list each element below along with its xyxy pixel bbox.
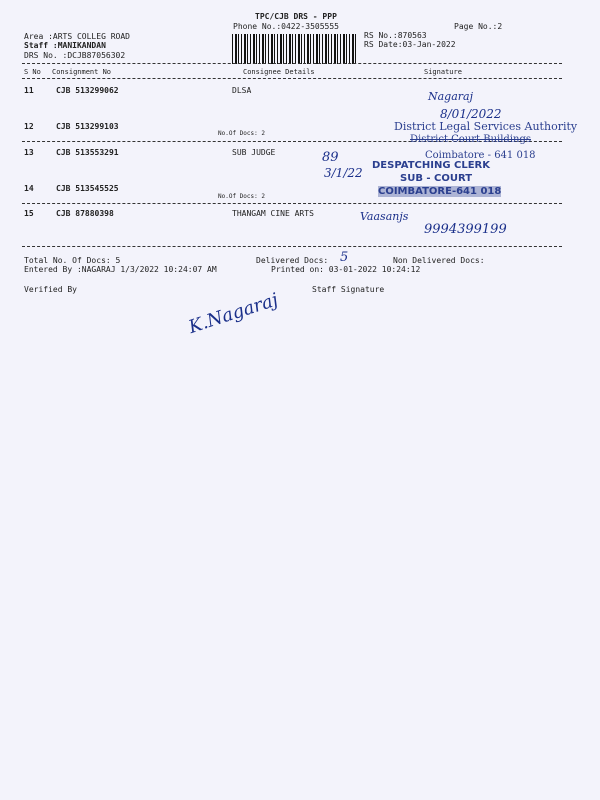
staff-label: Staff :MANIKANDAN: [24, 41, 106, 50]
printed-on: Printed on: 03-01-2022 10:24:12: [271, 265, 421, 274]
row-consignment: CJB 513299103: [56, 122, 119, 131]
entered-by: Entered By :NAGARAJ 1/3/2022 10:24:07 AM: [24, 265, 217, 274]
col-header-signature: Signature: [424, 68, 462, 76]
recipient-signature: Vaasanjs: [360, 210, 409, 223]
row-consignment: CJB 513299062: [56, 86, 119, 95]
staff-signature-label: Staff Signature: [312, 285, 385, 294]
row-consignment: CJB 513553291: [56, 148, 119, 157]
delivered-docs: Delivered Docs:: [256, 256, 329, 265]
area-label: Area :ARTS COLLEG ROAD: [24, 32, 130, 41]
row-sno: 15: [24, 209, 34, 218]
rs-date: RS Date:03-Jan-2022: [364, 40, 456, 49]
recipient-phone: 9994399199: [424, 222, 507, 237]
row-sno: 12: [24, 122, 34, 131]
col-header-sno: S No: [24, 68, 41, 76]
sub-court-stamp-line2: SUB - COURT: [400, 173, 473, 184]
divider: [22, 63, 562, 64]
page-number: Page No.:2: [454, 22, 503, 31]
row-consignment: CJB 87880398: [56, 209, 114, 218]
dlsa-stamp-line1: District Legal Services Authority: [394, 120, 578, 133]
row-consignee: SUB JUDGE: [232, 148, 276, 157]
delivered-count: 5: [340, 250, 349, 265]
dlsa-stamp-line2: District Court Buildings: [410, 134, 531, 145]
drs-number: DRS No. :DCJB87056302: [24, 51, 126, 60]
divider: [22, 78, 562, 79]
row-consignee: DLSA: [232, 86, 252, 95]
phone-number: Phone No.:0422-3505555: [233, 22, 339, 31]
verified-signature: K.Nagaraj: [186, 289, 281, 338]
dlsa-stamp-line3: Coimbatore - 641 018: [425, 150, 536, 161]
rs-number: RS No.:870563: [364, 31, 427, 40]
row-docs-count: No.Of Docs: 2: [218, 193, 265, 200]
dlsa-signature: Nagaraj: [428, 90, 474, 103]
barcode: [232, 34, 356, 64]
sub-judge-number: 89: [322, 150, 339, 165]
dlsa-date: 8/01/2022: [440, 107, 502, 121]
sub-court-stamp-line3: COIMBATORE-641 018: [378, 186, 502, 197]
divider: [22, 203, 562, 204]
row-consignment: CJB 513545525: [56, 184, 119, 193]
verified-by-label: Verified By: [24, 285, 77, 294]
document-title: TPC/CJB DRS - PPP: [255, 12, 337, 21]
row-sno: 13: [24, 148, 34, 157]
total-docs: Total No. Of Docs: 5: [24, 256, 121, 265]
non-delivered-docs: Non Delivered Docs:: [393, 256, 485, 265]
col-header-consignment: Consignment No: [52, 68, 112, 76]
col-header-consignee: Consignee Details: [243, 68, 315, 76]
row-consignee: THANGAM CINE ARTS: [232, 209, 314, 218]
row-sno: 14: [24, 184, 34, 193]
divider: [22, 246, 562, 247]
sub-court-stamp-line1: DESPATCHING CLERK: [372, 160, 491, 171]
row-sno: 11: [24, 86, 34, 95]
row-docs-count: No.Of Docs: 2: [218, 130, 265, 137]
sub-judge-date: 3/1/22: [324, 166, 363, 180]
